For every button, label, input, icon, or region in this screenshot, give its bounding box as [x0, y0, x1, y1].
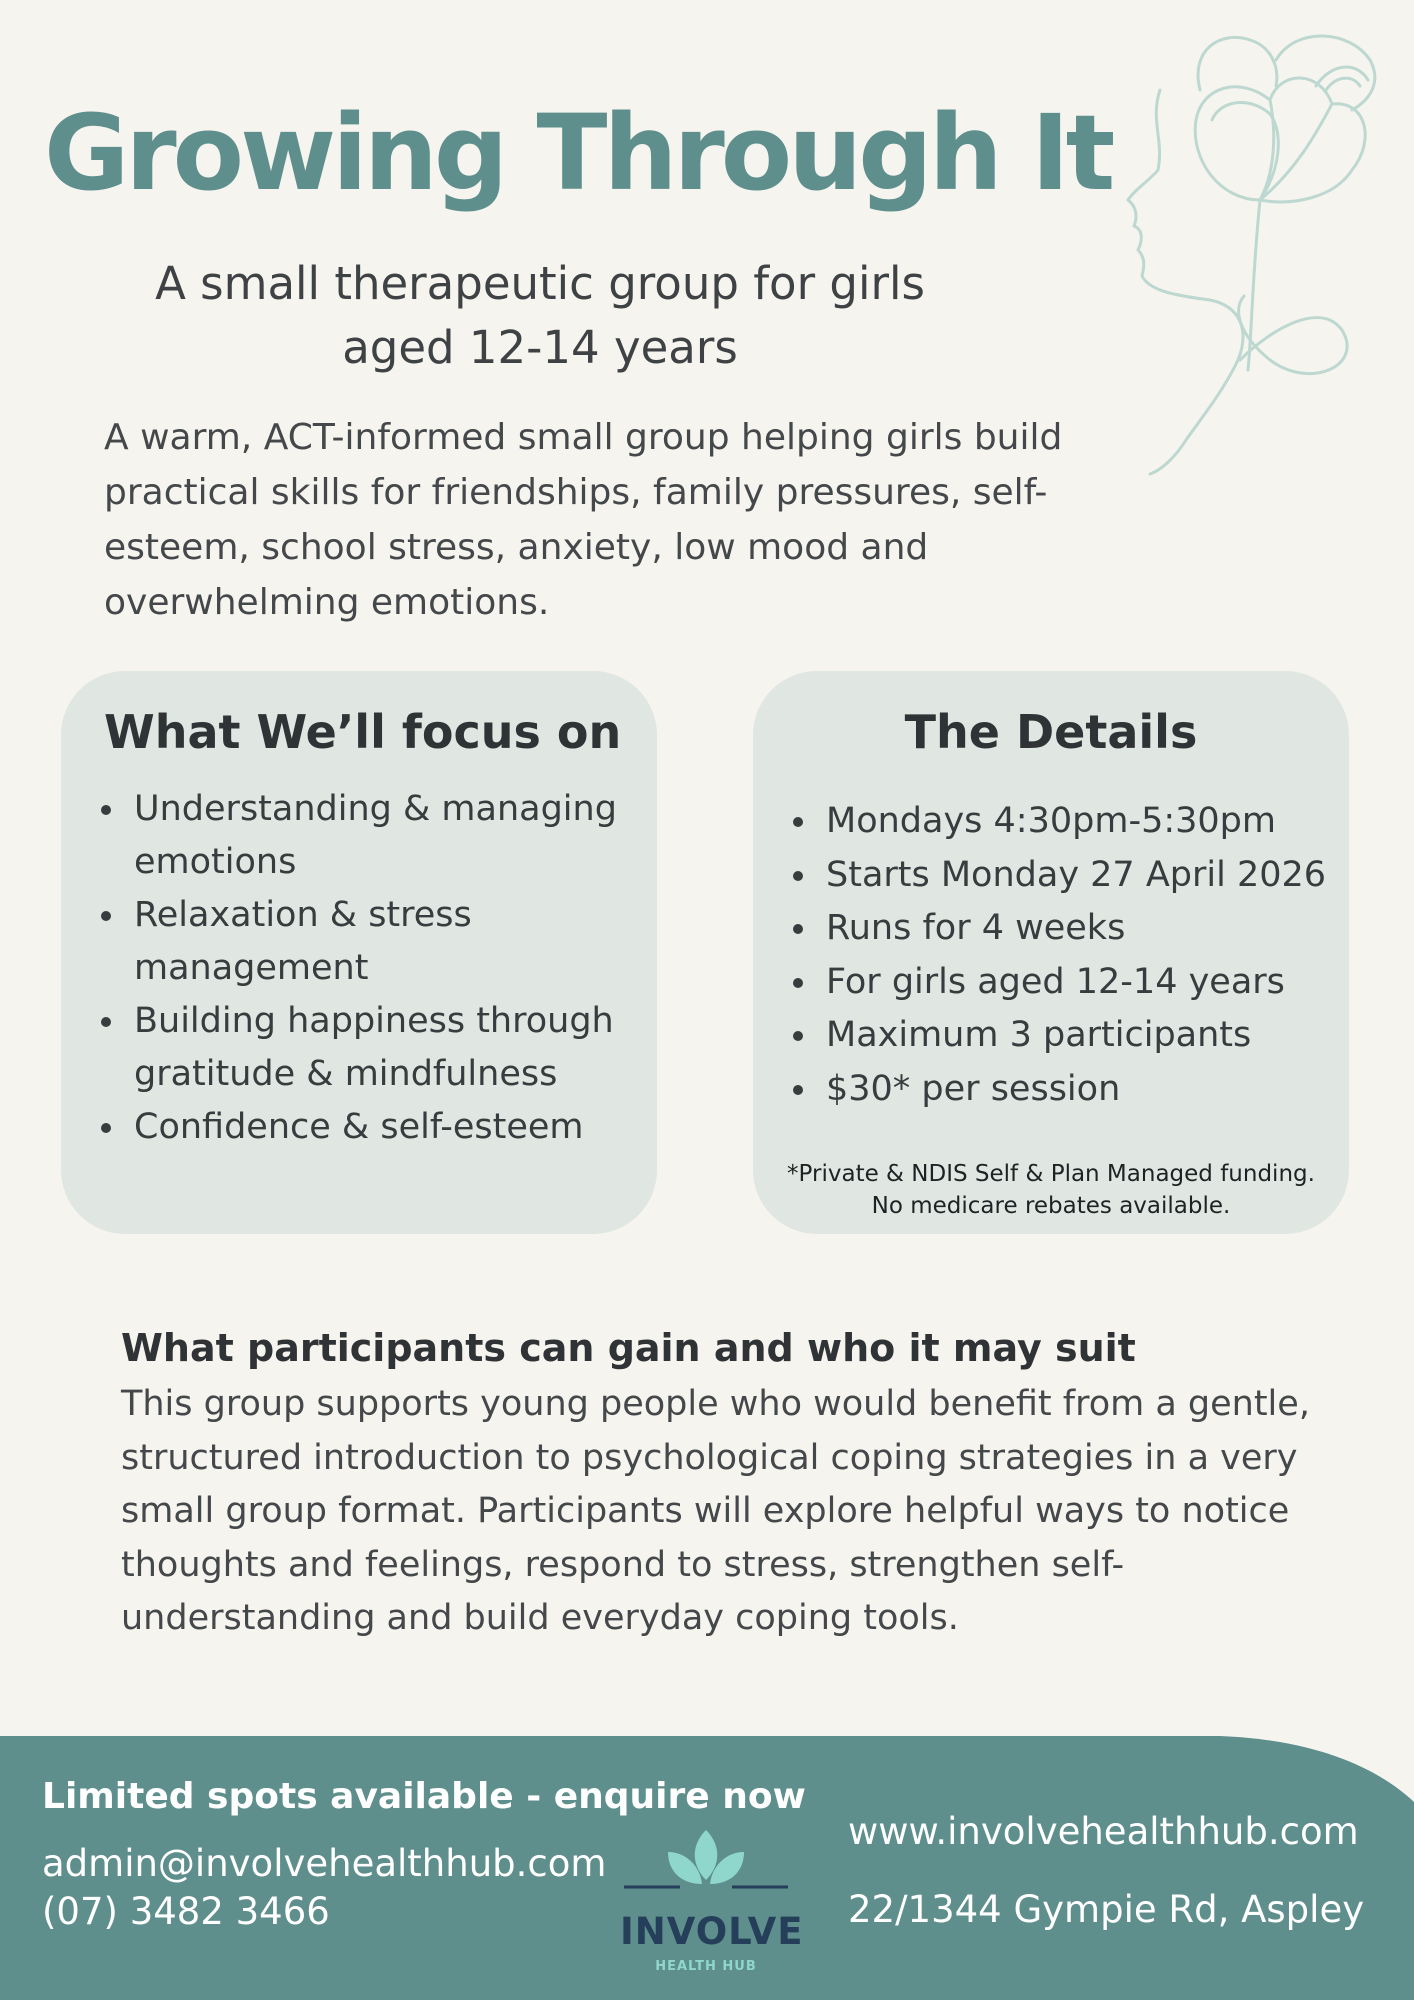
logo-tagline: HEALTH HUB: [655, 1959, 757, 1974]
details-item: • Maximum 3 participants: [820, 1009, 1360, 1063]
footnote-line-2: No medicare rebates available.: [871, 1193, 1231, 1219]
contact-phone-link[interactable]: (07) 3482 3466: [42, 1890, 330, 1933]
focus-item: • Relaxation & stress management: [128, 889, 668, 995]
focus-heading: What We’ll focus on: [104, 705, 622, 759]
details-item: • Mondays 4:30pm-5:30pm: [820, 795, 1360, 849]
details-list: [788, 795, 1360, 1116]
subtitle-line-1: A small therapeutic group for girls: [155, 257, 925, 310]
page-title: Growing Through It: [44, 92, 1112, 214]
contact-footer: [0, 1736, 1414, 2000]
face-flower-line-art-icon: [1120, 30, 1390, 530]
involve-logo: [620, 1828, 804, 1988]
intro-paragraph: A warm, ACT-informed small group helping girls build practical skills for friendships, family pressures, self-esteem, school stress, anxiety, low mood and overwhelming emotions.: [104, 417, 1063, 623]
focus-item: • Confidence & self-esteem: [128, 1101, 668, 1154]
details-item: • For girls aged 12-14 years: [820, 956, 1360, 1010]
subtitle-line-2: aged 12-14 years: [342, 321, 738, 374]
three-leaf-sprout-icon: [620, 1828, 792, 1908]
details-item: • $30* per session: [820, 1063, 1360, 1117]
details-card: [753, 671, 1349, 1234]
details-item: • Starts Monday 27 April 2026: [820, 849, 1360, 903]
funding-footnote: [763, 1158, 1339, 1222]
focus-card: [61, 671, 657, 1234]
enquire-callout: Limited spots available - enquire now: [42, 1776, 806, 1817]
footnote-line-1: *Private & NDIS Self & Plan Managed funding.: [787, 1161, 1315, 1187]
logo-wordmark: INVOLVE: [620, 1910, 804, 1953]
focus-item: • Understanding & managing emotions: [128, 783, 668, 889]
details-heading: The Details: [904, 705, 1198, 759]
gain-heading: What participants can gain and who it may suit: [121, 1326, 1136, 1370]
website-link[interactable]: www.involvehealthhub.com: [848, 1810, 1359, 1853]
focus-item: • Building happiness through gratitude & mindfulness: [128, 995, 668, 1101]
address: 22/1344 Gympie Rd, Aspley: [848, 1888, 1365, 1931]
subtitle: [90, 252, 990, 380]
gain-paragraph: This group supports young people who would benefit from a gentle, structured introduction to psychological coping strategies in a very small group format. Participants will explore helpful ways to notice thoughts and feelings, respond to stress, strengthen self-understanding and build everyday coping tools.: [121, 1384, 1310, 1638]
focus-list: [96, 783, 668, 1154]
details-item: • Runs for 4 weeks: [820, 902, 1360, 956]
contact-email-link[interactable]: admin@involvehealthhub.com: [42, 1842, 607, 1885]
